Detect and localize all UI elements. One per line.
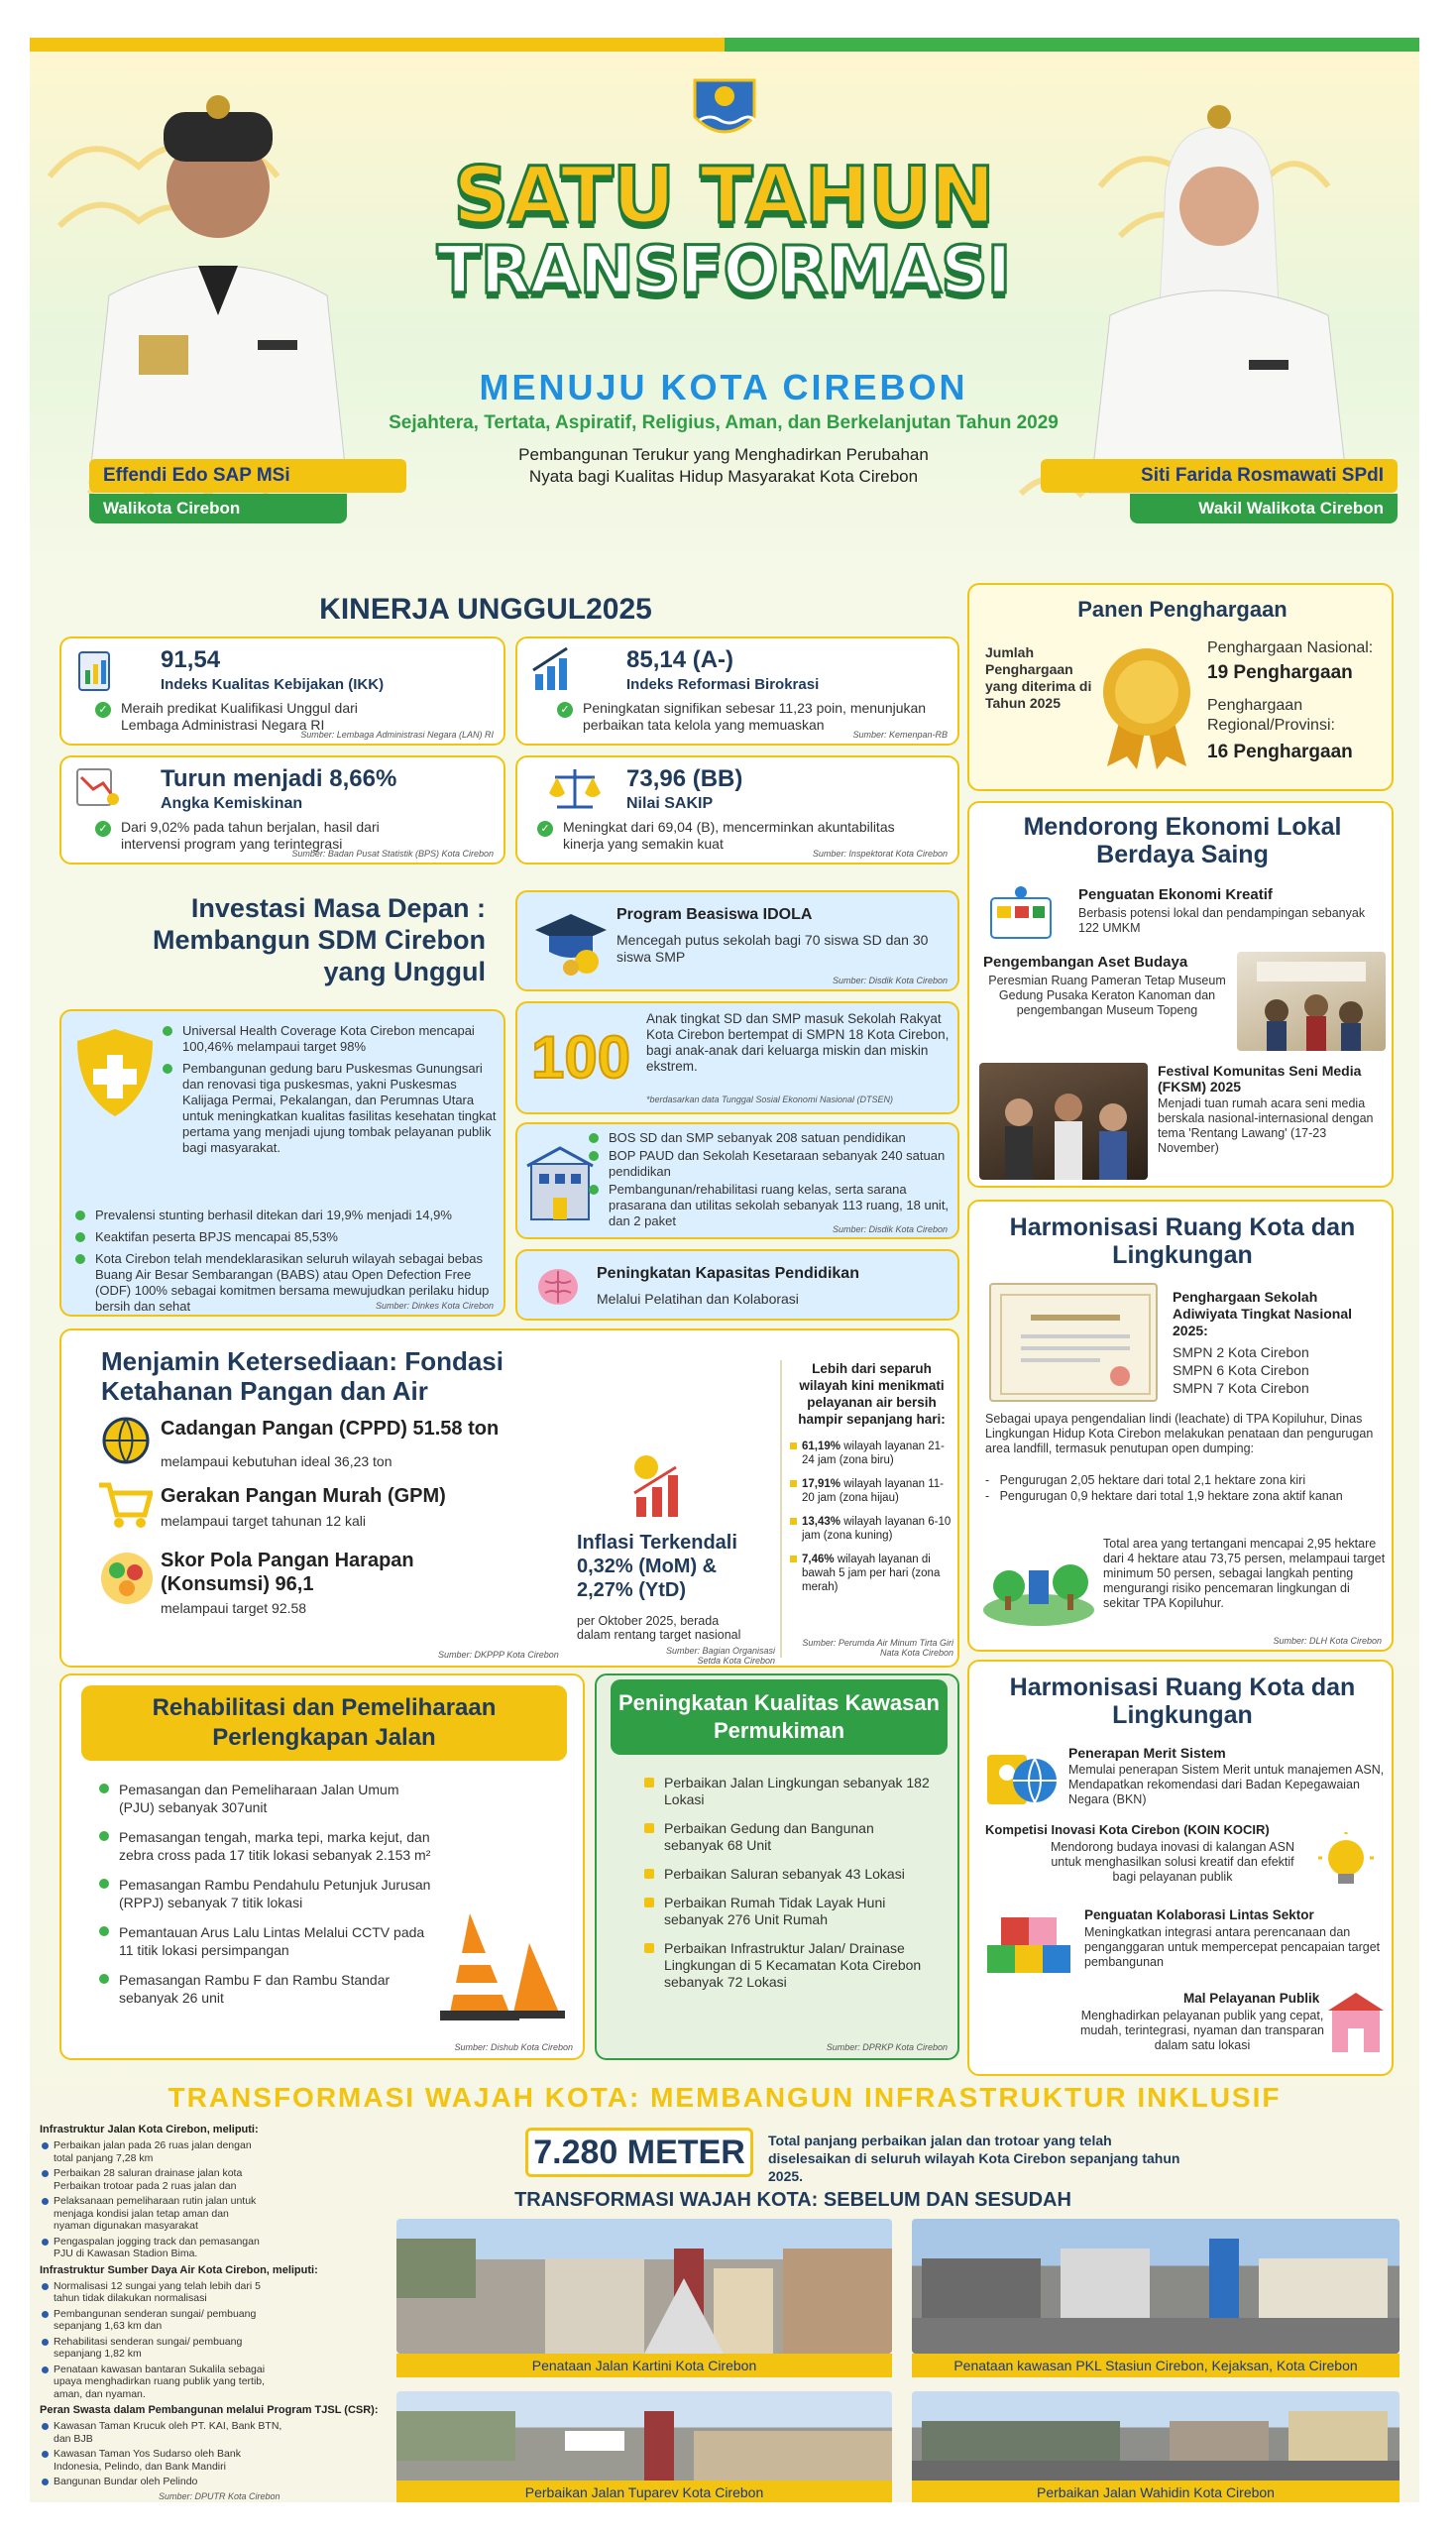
permukiman-item: Perbaikan Infrastruktur Jalan/ Drainase Lingkungan di 5 Kecamatan Kota Cirebon sebanyak 72 Lokasi <box>642 1940 930 1991</box>
health-item: Prevalensi stunting berhasil ditekan dari 19,9% menjadi 14,9% <box>73 1208 500 1223</box>
permukiman-item: Perbaikan Saluran sebanyak 43 Lokasi <box>642 1866 930 1883</box>
permukiman-item: Perbaikan Jalan Lingkungan sebanyak 182 Lokasi <box>642 1775 930 1808</box>
seratus-note: *berdasarkan data Tunggal Sosial Ekonomi Nasional (DTSEN) <box>646 1095 893 1104</box>
caption-4: Perbaikan Jalan Wahidin Kota Cirebon <box>912 2480 1400 2502</box>
bos-list <box>587 1130 953 1231</box>
harmonisasi1-title: Harmonisasi Ruang Kota dan Lingkungan <box>1009 1213 1356 1269</box>
air-divider <box>780 1360 782 1658</box>
permukiman-source: Sumber: DPRKP Kota Cirebon <box>826 2042 948 2052</box>
air-desc: wilayah layanan 6-10 jam (zona kuning) <box>802 1516 952 1542</box>
jalan-item: Pemasangan tengah, marka tepi, marka kejut, dan zebra cross pada 17 titik lokasi sebanyak 2.153 m² <box>97 1828 434 1864</box>
before-after-photo-4 <box>912 2391 1400 2494</box>
sakip-value: 73,96 (BB) <box>626 765 743 792</box>
vice-mayor-name: Siti Farida Rosmawati SPdI <box>1041 459 1398 493</box>
adiwiyata-school: SMPN 7 Kota Cirebon <box>1173 1380 1309 1396</box>
service-building-icon <box>1326 1989 1386 2058</box>
school-building-icon <box>525 1144 595 1223</box>
tpa-item: - Pengurugan 2,05 hektare dari total 2,1 hektare zona kiri <box>985 1473 1306 1487</box>
intro-text: Pembangunan Terukur yang Menghadirkan Perubahan Nyata bagi Kualitas Hidup Masyarakat Kota Cirebon <box>518 445 929 486</box>
growth-chart-icon <box>626 1453 696 1523</box>
pangan-item2-title: Gerakan Pangan Murah (GPM) <box>161 1485 446 1507</box>
harmonisasi1-source: Sumber: DLH Kota Cirebon <box>1273 1636 1382 1646</box>
infographic-page <box>30 38 1419 2502</box>
infra-list-1 <box>40 2139 396 2260</box>
jalan-card <box>59 1673 585 2060</box>
health-item: Universal Health Coverage Kota Cirebon mencapai 100,46% melampaui target 98% <box>161 1023 498 1055</box>
kapasitas-title: Peningkatan Kapasitas Pendidikan <box>597 1265 859 1282</box>
kolaborasi-desc: Meningkatkan integrasi antara perencanaan dan penganggaran untuk mempercepat pencapaian target pembangunan <box>1084 1925 1381 1969</box>
infra-item: Rehabilitasi senderan sungai/ pembuang sepanjang 1,82 km <box>40 2336 268 2361</box>
harmonisasi-lingkungan-card <box>967 1200 1394 1652</box>
seratus-desc: Anak tingkat SD dan SMP masuk Sekolah Rakyat Kota Cirebon bertempat di SMPN 18 Kota Cirebon, bagi anak-anak dari keluarga miskin dan miskin ekstrem. <box>646 1011 950 1074</box>
ikk-value: 91,54 <box>161 646 221 673</box>
infra-item: Normalisasi 12 sungai yang telah lebih dari 5 tahun tidak dilakukan normalisasi <box>40 2280 268 2305</box>
beasiswa-card <box>515 890 959 991</box>
pangan-item1-title: Cadangan Pangan (CPPD) 51.58 ton <box>161 1418 500 1440</box>
ekonomi-item3-title: Festival Komunitas Seni Media (FKSM) 2025 <box>1158 1063 1362 1095</box>
infra-item: Kawasan Taman Krucuk oleh PT. KAI, Bank BTN, dan BJB <box>40 2420 297 2445</box>
air-desc: wilayah layanan 11-20 jam (zona hijau) <box>802 1478 945 1504</box>
infra-item: Penataan kawasan bantaran Sukalila sebagai upaya menghadirkan ruang publik yang tertib, aman, dan nyaman. <box>40 2364 268 2401</box>
permukiman-title: Peningkatan Kualitas Kawasan Permukiman <box>611 1679 948 1755</box>
main-title-line1: SATU TAHUN <box>453 152 994 241</box>
lightbulb-icon <box>1316 1832 1376 1892</box>
food-bowl-icon <box>97 1549 157 1608</box>
beasiswa-source: Sumber: Disdik Kota Cirebon <box>832 976 948 985</box>
tpa-item-text: Pengurugan 2,05 hektare dari total 2,1 hektare zona kiri <box>999 1473 1306 1487</box>
inflasi-desc: per Oktober 2025, berada dalam rentang target nasional <box>577 1614 741 1642</box>
panen-card <box>967 583 1394 791</box>
graduation-cap-icon <box>531 906 611 976</box>
tpa-text: Sebagai upaya pengendalian lindi (leachate) di TPA Kopiluhur, Dinas Lingkungan Hidup Kota Cirebon melakukan penataan dan pengurugan area landfill, termasuk penutupan open dumping: <box>985 1412 1374 1455</box>
infra-meter-desc: Total panjang perbaikan jalan dan trotoar yang telah diselesaikan di seluruh wilayah Kota Cirebon sepanjang tahun 2025. <box>768 2133 1180 2184</box>
sakip-desc: Meningkat dari 69,04 (B), mencerminkan akuntabilitas kinerja yang semakin kuat <box>563 819 895 852</box>
health-item: Kota Cirebon telah mendeklarasikan seluruh wilayah sebagai bebas Buang Air Besar Sembarangan (BABS) atau Open Defection Free (ODF) 100% sebagai komitmen bersama mewujudkan perilaku hidup bersih dan sehat <box>73 1251 500 1315</box>
bos-source: Sumber: Disdik Kota Cirebon <box>832 1224 948 1234</box>
mayor-name: Effendi Edo SAP MSi <box>89 459 406 493</box>
sekolah-rakyat-card <box>515 1001 959 1114</box>
health-shield-icon <box>73 1025 157 1120</box>
infra-item: Pengaspalan jogging track dan pemasangan PJU di Kawasan Stadion Bima. <box>40 2236 268 2260</box>
health-card <box>59 1009 505 1317</box>
bar-chart-icon <box>529 644 583 694</box>
mpp-desc: Menghadirkan pelayanan publik yang cepat, mudah, terintegrasi, nyaman dan transparan dalam satu lokasi <box>1080 2009 1324 2052</box>
adiwiyata-certificate <box>989 1283 1158 1402</box>
ekonomi-card <box>967 801 1394 1188</box>
jalan-item: Pemasangan dan Pemeliharaan Jalan Umum (PJU) sebanyak 307unit <box>97 1781 434 1816</box>
vice-mayor-role: Wakil Walikota Cirebon <box>1130 494 1398 523</box>
air-item <box>790 1440 953 1467</box>
kinerja-card-rb <box>515 636 959 746</box>
infra-item: Perbaikan jalan pada 26 ruas jalan dengan total panjang 7,28 km <box>40 2139 268 2164</box>
inflasi-source: Sumber: Bagian Organisasi Setda Kota Cirebon <box>665 1646 775 1666</box>
before-after-photo-2 <box>912 2219 1400 2354</box>
infra-list-2 <box>40 2280 396 2401</box>
air-source: Sumber: Perumda Air Minum Tirta Giri Nata Kota Cirebon <box>802 1638 953 1658</box>
beasiswa-title: Program Beasiswa IDOLA <box>616 906 813 923</box>
kemiskinan-label: Angka Kemiskinan <box>161 795 303 812</box>
globe-id-card-icon <box>983 1745 1059 1810</box>
before-after-photo-1 <box>396 2219 892 2354</box>
nas-label: Penghargaan Nasional: <box>1207 639 1374 656</box>
air-item <box>790 1553 953 1594</box>
garden-icon <box>979 1531 1098 1630</box>
infra-item: Bangunan Bundar oleh Pelindo <box>40 2476 268 2488</box>
infra-meter-box <box>525 2128 753 2177</box>
pangan-title: Menjamin Ketersediaan: Fondasi Ketahanan Pangan dan Air <box>101 1346 504 1406</box>
ikk-desc: Meraih predikat Kualifikasi Unggul dari Lembaga Administrasi Negara RI <box>121 700 358 733</box>
mayor-role: Walikota Cirebon <box>89 494 347 523</box>
harmonisasi-tatakelola-card <box>967 1660 1394 2076</box>
ekonomi-item2-title: Pengembangan Aset Budaya <box>983 954 1188 971</box>
infra-heading: Infrastruktur Jalan Kota Cirebon, meliputi: <box>40 2124 259 2135</box>
infra-lists <box>40 2124 396 2501</box>
ekonomi-item1-desc: Berbasis potensi lokal dan pendampingan sebanyak 122 UMKM <box>1078 906 1366 935</box>
jalan-item: Pemasangan Rambu F dan Rambu Standar sebanyak 26 unit <box>97 1971 434 2007</box>
rb-label: Indeks Reformasi Birokrasi <box>626 676 820 693</box>
air-title: Lebih dari separuh wilayah kini menikmati pelayanan air bersih hampir sepanjang hari: <box>798 1361 946 1427</box>
merit-desc: Memulai penerapan Sistem Merit untuk manajemen ASN, Mendapatkan rekomendasi dari Badan Kepegawaian Negara (BKN) <box>1068 1763 1385 1806</box>
health-list <box>161 1023 498 1162</box>
health-item: Pembangunan gedung baru Puskesmas Gunungsari dan renovasi tiga puskesmas, yakni Puskesmas Kalijaga Permai, Pekalangan, dan Perumnas Utara untuk meningkatkan kualitas fasilitas kesehatan tingkat pertama yang menjadi ujung tombak pelayanan publik bagi masyarakat. <box>161 1061 498 1156</box>
city-emblem-icon <box>690 72 759 147</box>
koin-desc: Mendorong budaya inovasi di kalangan ASN untuk menghasilkan solusi kreatif dan efektif bagi pelayanan publik <box>1050 1840 1294 1884</box>
adiwiyata-school: SMPN 6 Kota Cirebon <box>1173 1362 1309 1378</box>
rb-desc: Peningkatan signifikan sebesar 11,23 poin, menunjukan perbaikan tata kelola yang memuaskan <box>583 700 927 733</box>
globe-food-icon <box>101 1416 151 1465</box>
permukiman-card <box>595 1673 959 2060</box>
jalan-source: Sumber: Dishub Kota Cirebon <box>454 2042 573 2052</box>
sakip-source: Sumber: Inspektorat Kota Cirebon <box>812 849 948 859</box>
air-item <box>790 1515 953 1543</box>
main-title-line2: TRANSFORMASI <box>436 232 1011 308</box>
scale-icon <box>547 763 603 813</box>
jalan-item: Pemasangan Rambu Pendahulu Petunjuk Jurusan (RPPJ) sebanyak 7 titik lokasi <box>97 1876 434 1911</box>
museum-photo <box>1237 952 1386 1051</box>
before-after-photo-3 <box>396 2391 892 2494</box>
infra-heading: Peran Swasta dalam Pembangunan melalui Program TJSL (CSR): <box>40 2404 379 2416</box>
tpa-item: - Pengurugan 0,9 hektare dari total 1,9 hektare zona aktif kanan <box>985 1489 1343 1503</box>
reg-label: Penghargaan Regional/Provinsi: <box>1207 697 1335 734</box>
pangan-card <box>59 1328 959 1668</box>
koin-title: Kompetisi Inovasi Kota Cirebon (KOIN KOCIR) <box>985 1822 1270 1837</box>
jalan-title: Rehabilitasi dan Pemeliharaan Perlengkapan Jalan <box>81 1685 567 1761</box>
ikk-label: Indeks Kualitas Kebijakan (IKK) <box>161 676 385 693</box>
rb-value: 85,14 (A-) <box>626 646 734 673</box>
kemiskinan-value: Turun menjadi 8,66% <box>161 765 397 792</box>
kapasitas-desc: Melalui Pelatihan dan Kolaborasi <box>597 1291 799 1307</box>
health-source: Sumber: Dinkes Kota Cirebon <box>375 1301 494 1311</box>
infra-item: Kawasan Taman Yos Sudarso oleh Bank Indonesia, Pelindo, dan Bank Mandiri <box>40 2448 268 2473</box>
kemiskinan-source: Sumber: Badan Pusat Statistik (BPS) Kota Cirebon <box>291 849 494 859</box>
pangan-source: Sumber: DKPPP Kota Cirebon <box>438 1650 559 1660</box>
panen-left-text: Jumlah Penghargaan yang diterima di Tahun 2025 <box>985 644 1092 711</box>
bos-card <box>515 1122 959 1239</box>
infra-meter: 7.280 METER <box>533 2134 745 2171</box>
pangan-item3-desc: melampaui target 92.58 <box>161 1600 307 1616</box>
beasiswa-desc: Mencegah putus sekolah bagi 70 siswa SD dan 30 siswa SMP <box>616 932 929 965</box>
subtitle: MENUJU KOTA CIREBON <box>479 367 968 407</box>
kinerja-card-kemiskinan <box>59 755 505 865</box>
air-pct: 13,43% <box>802 1516 841 1528</box>
bos-item: BOS SD dan SMP sebanyak 208 satuan pendidikan <box>587 1130 953 1146</box>
air-pct: 17,91% <box>802 1478 841 1490</box>
tagline: Sejahtera, Tertata, Aspiratif, Religius, Aman, dan Berkelanjutan Tahun 2029 <box>389 412 1059 433</box>
infra-list-3 <box>40 2420 396 2488</box>
infra-item: Pembangunan senderan sungai/ pembuang sepanjang 1,63 km dan <box>40 2308 268 2333</box>
air-desc: wilayah layanan di bawah 5 jam per hari (zona merah) <box>802 1554 941 1593</box>
nas-value: 19 Penghargaan <box>1207 662 1353 683</box>
pangan-item3-title: Skor Pola Pangan Harapan (Konsumsi) 96,1 <box>161 1550 414 1595</box>
kolaborasi-title: Penguatan Kolaborasi Lintas Sektor <box>1084 1907 1314 1922</box>
caption-3: Perbaikan Jalan Tuparev Kota Cirebon <box>396 2480 892 2502</box>
panen-title: Panen Penghargaan <box>1077 597 1288 622</box>
area-text: Total area yang tertangani mencapai 2,95 hektare dari 4 hektare atau 73,75 persen, melampaui target minimum 50 persen, sebagai langkah penting mengurangi risiko pencemaran lingkungan di sekitar TPA Kopiluhur. <box>1103 1537 1386 1610</box>
ekonomi-title: Mendorong Ekonomi Lokal Berdaya Saing <box>1023 813 1342 868</box>
permukiman-item: Perbaikan Gedung dan Bangunan sebanyak 68 Unit <box>642 1820 930 1854</box>
caption-1: Penataan Jalan Kartini Kota Cirebon <box>396 2354 892 2377</box>
jalan-item: Pemantauan Arus Lalu Lintas Melalui CCTV pada 11 titik lokasi persimpangan <box>97 1923 434 1959</box>
mpp-title: Mal Pelayanan Publik <box>1183 1991 1320 2006</box>
permukiman-list <box>642 1775 930 2003</box>
traffic-cone-icon <box>430 1904 579 2032</box>
check-icon: ✓ <box>95 702 111 718</box>
brain-icon <box>533 1263 583 1311</box>
ekonomi-item3-desc: Menjadi tuan rumah acara seni media berskala nasional-internasional dengan tema 'Rentang Lawang' (17-23 November) <box>1158 1096 1374 1155</box>
adiwiyata-title: Penghargaan Sekolah Adiwiyata Tingkat Nasional 2025: <box>1173 1289 1353 1338</box>
air-desc: wilayah layanan 21-24 jam (zona biru) <box>802 1441 945 1466</box>
document-chart-icon <box>73 648 119 694</box>
infra-heading: Infrastruktur Sumber Daya Air Kota Cirebon, meliputi: <box>40 2263 318 2276</box>
air-pct: 7,46% <box>802 1554 835 1565</box>
air-item <box>790 1477 953 1505</box>
medal-icon <box>1092 642 1201 771</box>
kapasitas-card <box>515 1249 959 1321</box>
check-icon: ✓ <box>537 821 553 837</box>
merit-title: Penerapan Merit Sistem <box>1068 1745 1226 1761</box>
harmonisasi2-title: Harmonisasi Ruang Kota dan Lingkungan <box>1009 1673 1356 1729</box>
health-item: Keaktifan peserta BPJS mencapai 85,53% <box>73 1229 500 1245</box>
adiwiyata-school: SMPN 2 Kota Cirebon <box>1173 1344 1309 1360</box>
seratus-number: 100 <box>531 1024 631 1091</box>
infra-subtitle: TRANSFORMASI WAJAH KOTA: SEBELUM DAN SESUDAH <box>514 2189 1071 2211</box>
inflasi-title: Inflasi Terkendali 0,32% (MoM) & 2,27% (YtD) <box>577 1532 737 1601</box>
kemiskinan-desc: Dari 9,02% pada tahun berjalan, hasil dari intervensi program yang terintegrasi <box>121 819 380 852</box>
puzzle-blocks-icon <box>981 1905 1076 1989</box>
bos-item: Pembangunan/rehabilitasi ruang kelas, serta sarana prasarana dan utilitas sekolah sebanyak 113 ruang, 18 unit, dan 2 paket <box>587 1182 953 1229</box>
infra-title: TRANSFORMASI WAJAH KOTA: MEMBANGUN INFRASTRUKTUR INKLUSIF <box>168 2082 1282 2113</box>
infra-source: Sumber: DPUTR Kota Cirebon <box>159 2490 280 2501</box>
jalan-list <box>97 1781 434 2019</box>
ekonomi-item2-desc: Peresmian Ruang Pameran Tetap Museum Gedung Pusaka Keraton Kanoman dan pengembangan Museum Topeng <box>988 974 1226 1017</box>
kinerja-card-ikk <box>59 636 505 746</box>
top-color-bar <box>30 38 1419 52</box>
permukiman-item: Perbaikan Rumah Tidak Layak Huni sebanyak 276 Unit Rumah <box>642 1895 930 1928</box>
infra-item: Perbaikan 28 saluran drainase jalan kota Perbaikan trotoar pada 2 ruas jalan dan <box>40 2167 268 2192</box>
kinerja-card-sakip <box>515 755 959 865</box>
infra-item: Pelaksanaan pemeliharaan rutin jalan untuk menjaga kondisi jalan tetap aman dan nyaman digunakan masyarakat <box>40 2195 268 2233</box>
tpa-item-text: Pengurugan 0,9 hektare dari total 1,9 hektare zona aktif kanan <box>999 1489 1343 1503</box>
pangan-item1-desc: melampaui kebutuhan ideal 36,23 ton <box>161 1453 392 1469</box>
shopping-cart-icon <box>97 1479 153 1531</box>
reg-value: 16 Penghargaan <box>1207 742 1353 762</box>
festival-photo <box>979 1063 1148 1180</box>
ikk-source: Sumber: Lembaga Administrasi Negara (LAN) RI <box>300 730 494 740</box>
poverty-chart-icon <box>73 765 123 811</box>
sakip-label: Nilai SAKIP <box>626 795 714 812</box>
check-icon: ✓ <box>95 821 111 837</box>
pangan-item2-desc: melampaui target tahunan 12 kali <box>161 1513 367 1529</box>
bos-item: BOP PAUD dan Sekolah Kesetaraan sebanyak 240 satuan pendidikan <box>587 1148 953 1180</box>
air-pct: 61,19% <box>802 1441 841 1452</box>
investasi-title: Investasi Masa Depan : Membangun SDM Cirebon yang Unggul <box>153 893 486 986</box>
creative-economy-icon <box>987 884 1057 944</box>
air-list <box>790 1440 953 1604</box>
rb-source: Sumber: Kemenpan-RB <box>852 730 948 740</box>
caption-2: Penataan kawasan PKL Stasiun Cirebon, Kejaksan, Kota Cirebon <box>912 2354 1400 2377</box>
kinerja-title: KINERJA UNGGUL2025 <box>319 593 652 626</box>
check-icon: ✓ <box>557 702 573 718</box>
ekonomi-item1-title: Penguatan Ekonomi Kreatif <box>1078 886 1273 903</box>
